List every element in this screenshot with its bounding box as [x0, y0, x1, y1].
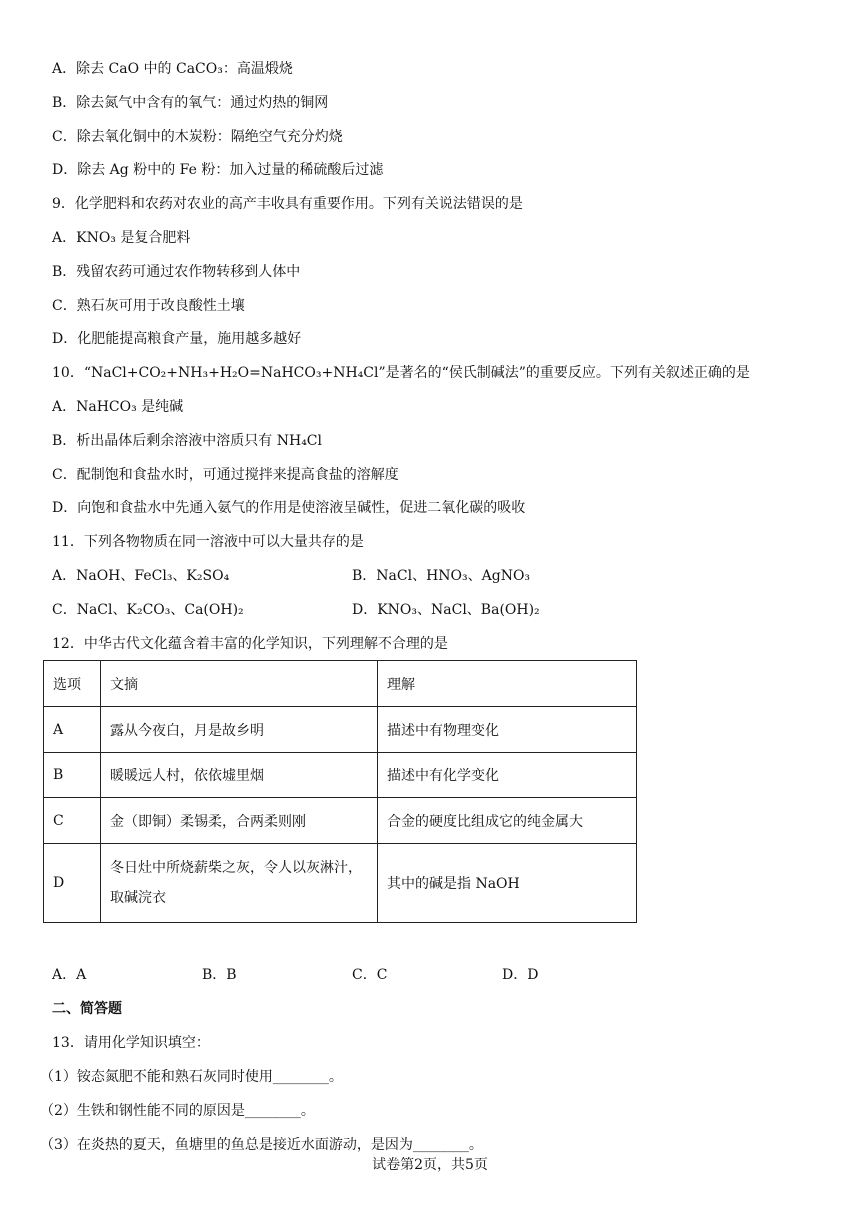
table-header-cell: 选项 — [44, 661, 101, 707]
table-row — [44, 753, 637, 798]
q12-option-c: C．C — [352, 967, 388, 983]
q12-option-d: D．D — [502, 967, 539, 983]
table-cell: A — [44, 707, 101, 753]
q10-option-d: D．向饱和食盐水中先通入氨气的作用是使溶液呈碱性，促进二氧化碳的吸收 — [52, 500, 526, 516]
table-header-row — [44, 661, 637, 707]
q13-stem: 13．请用化学知识填空： — [52, 1035, 210, 1051]
table-cell: C — [44, 798, 101, 844]
table-row — [44, 707, 637, 753]
q9-stem: 9．化学肥料和农药对农业的高产丰收具有重要作用。下列有关说法错误的是 — [52, 196, 523, 212]
q13-part-2: （2）生铁和钢性能不同的原因是________。 — [40, 1103, 315, 1119]
section-title: 二、简答题 — [52, 1001, 122, 1017]
table-cell: 其中的碱是指 NaOH — [378, 844, 637, 923]
table-cell: B — [44, 753, 101, 798]
q13-part-1: （1）铵态氮肥不能和熟石灰同时使用________。 — [40, 1069, 343, 1085]
table-cell: 露从今夜白，月是故乡明 — [101, 707, 378, 753]
q8-option-a: A．除去 CaO 中的 CaCO₃：高温煅烧 — [52, 61, 293, 77]
q8-option-d: D．除去 Ag 粉中的 Fe 粉：加入过量的稀硫酸后过滤 — [52, 162, 384, 178]
q9-option-b: B．残留农药可通过农作物转移到人体中 — [52, 264, 301, 280]
q13-part-3: （3）在炎热的夏天，鱼塘里的鱼总是接近水面游动，是因为________。 — [40, 1137, 483, 1153]
table-row — [44, 798, 637, 844]
q12-stem: 12．中华古代文化蕴含着丰富的化学知识，下列理解不合理的是 — [52, 636, 448, 652]
q12-option-b: B．B — [202, 967, 237, 983]
q11-stem: 11．下列各物物质在同一溶液中可以大量共存的是 — [52, 534, 364, 550]
table-cell: 描述中有物理变化 — [378, 707, 637, 753]
q10-option-b: B．析出晶体后剩余溶液中溶质只有 NH₄Cl — [52, 433, 322, 449]
q10-option-a: A．NaHCO₃ 是纯碱 — [52, 399, 184, 415]
table-cell: 合金的硬度比组成它的纯金属大 — [378, 798, 637, 844]
table-header-cell: 理解 — [378, 661, 637, 707]
q10-stem: 10．“NaCl+CO₂+NH₃+H₂O=NaHCO₃+NH₄Cl”是著名的“侯氏制碱法”的重要反应。下列有关叙述正确的是 — [52, 365, 750, 381]
q10-option-c: C．配制饱和食盐水时，可通过搅拌来提高食盐的溶解度 — [52, 467, 399, 483]
q11-option-d: D．KNO₃、NaCl、Ba(OH)₂ — [352, 602, 540, 618]
q12-table — [43, 660, 637, 923]
q8-option-b: B．除去氮气中含有的氧气：通过灼热的铜网 — [52, 95, 329, 111]
table-row — [44, 844, 637, 923]
table-header-cell: 文摘 — [101, 661, 378, 707]
table-cell: 描述中有化学变化 — [378, 753, 637, 798]
page-footer: 试卷第2页，共5页 — [372, 1157, 488, 1173]
q8-option-c: C．除去氧化铜中的木炭粉：隔绝空气充分灼烧 — [52, 129, 343, 145]
q9-option-a: A．KNO₃ 是复合肥料 — [52, 230, 191, 246]
q12-option-a: A．A — [52, 967, 87, 983]
table-cell: D — [44, 844, 101, 923]
q9-option-c: C．熟石灰可用于改良酸性土壤 — [52, 298, 245, 314]
table-cell: 暖暖远人村，依依墟里烟 — [101, 753, 378, 798]
q9-option-d: D．化肥能提高粮食产量，施用越多越好 — [52, 331, 302, 347]
q11-option-b: B．NaCl、HNO₃、AgNO₃ — [352, 568, 531, 584]
q11-option-c: C．NaCl、K₂CO₃、Ca(OH)₂ — [52, 602, 244, 618]
table-cell: 冬日灶中所烧薪柴之灰，令人以灰淋汁，取碱浣衣 — [101, 844, 378, 923]
table-cell: 金（即铜）柔锡柔，合两柔则刚 — [101, 798, 378, 844]
q11-option-a: A．NaOH、FeCl₃、K₂SO₄ — [52, 568, 230, 584]
